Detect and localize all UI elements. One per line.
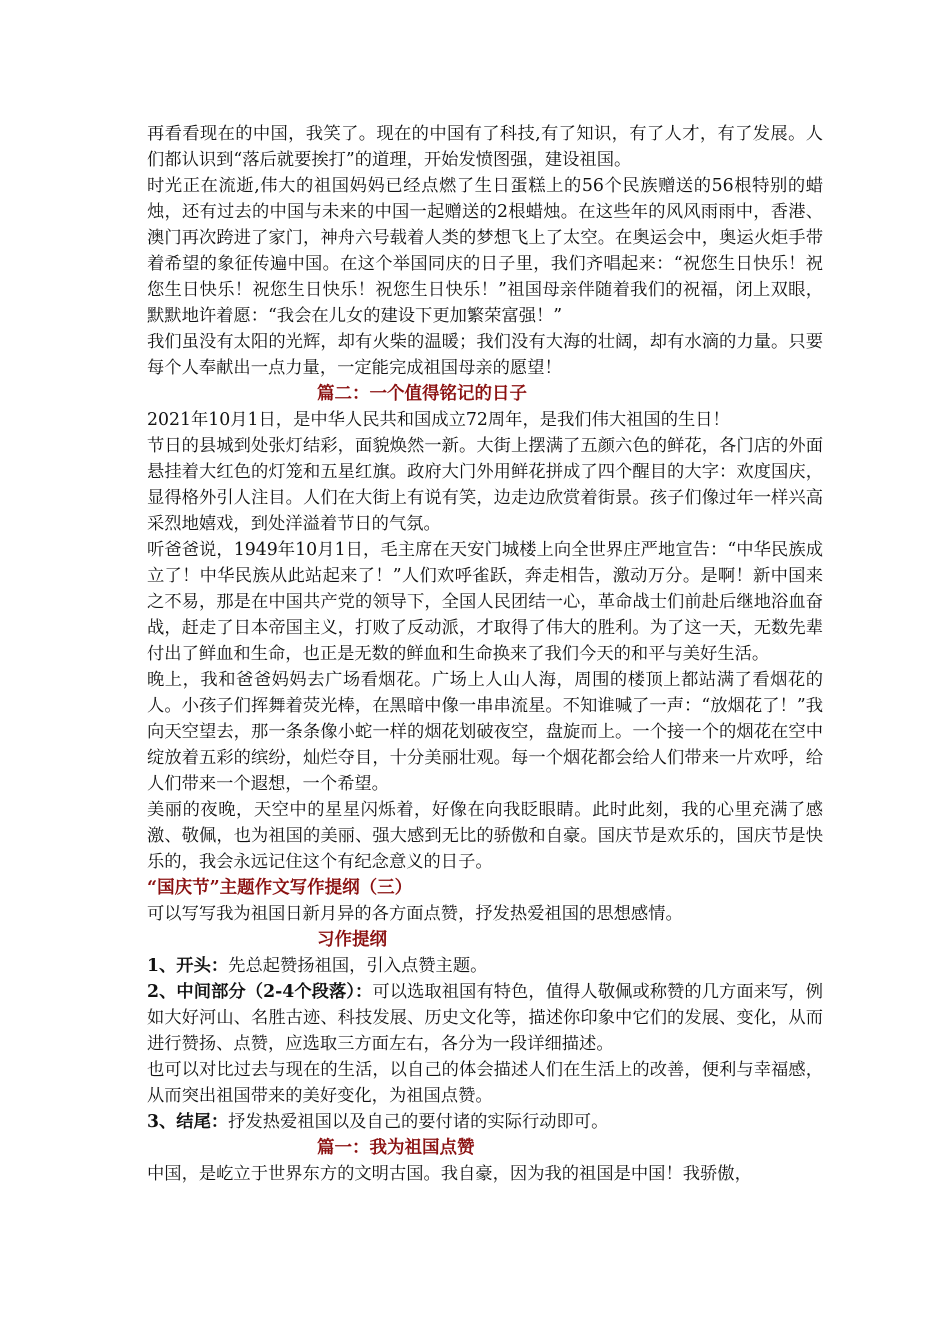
outline-item-text: 先总起赞扬祖国，引入点赞主题。: [228, 956, 488, 976]
paragraph: 我们虽没有太阳的光辉，却有火柴的温暖；我们没有大海的壮阔，却有水滴的力量。只要每个人奉献出一点力量，一定能完成祖国母亲的愿望！: [147, 332, 823, 378]
paragraph: 听爸爸说，1949年10月1日，毛主席在天安门城楼上向全世界庄严地宣告：“中华民族成立了！中华民族从此站起来了！”人们欢呼雀跃，奔走相告，激动万分。是啊！新中国来之不易，那是在中国共产党的领导下，全国人民团结一心，革命战士们前赴后继地浴血奋战，赶走了日本帝国主义，打败了反动派，才取得了伟大的胜利。为了这一天，无数先辈付出了鲜血和生命，也正是无数的鲜血和生命换来了我们今天的和平与美好生活。: [147, 540, 823, 664]
paragraph: 也可以对比过去与现在的生活，以自己的体会描述人们在生活上的改善，便利与幸福感，从而突出祖国带来的美好变化，为祖国点赞。: [147, 1060, 823, 1106]
outline-item-label: 3、结尾：: [147, 1112, 229, 1132]
paragraph: 中国，是屹立于世界东方的文明古国。我自豪，因为我的祖国是中国！我骄傲，: [147, 1164, 752, 1184]
paragraph: 时光正在流逝,伟大的祖国妈妈已经点燃了生日蛋糕上的56个民族赠送的56根特别的蜡烛，还有过去的中国与未来的中国一起赠送的2根蜡烛。在这些年的风风雨雨中，香港、澳门再次跨进了家门，神舟六号载着人类的梦想飞上了太空。在奥运会中，奥运火炬手带着希望的象征传遍中国。在这个举国同庆的日子里，我们齐唱起来：“祝您生日快乐！祝您生日快乐！祝您生日快乐！祝您生日快乐！”祖国母亲伴随着我们的祝福，闭上双眼，默默地许着愿：“我会在儿女的建设下更加繁荣富强！”: [147, 176, 823, 326]
outline-subheading: 习作提纲: [317, 930, 387, 950]
outline-item-text: 抒发热爱祖国以及自己的要付诸的实际行动即可。: [228, 1112, 609, 1132]
outline-item-label: 2、中间部分（2-4个段落）：: [147, 982, 373, 1002]
outline-item: [147, 979, 823, 1057]
paragraph: 晚上，我和爸爸妈妈去广场看烟花。广场上人山人海，周围的楼顶上都站满了看烟花的人。小孩子们挥舞着荧光棒，在黑暗中像一串串流星。不知谁喊了一声：“放烟花了！”我向天空望去，那一条条像小蛇一样的烟花划破夜空，盘旋而上。一个接一个的烟花在空中绽放着五彩的缤纷，灿烂夺目，十分美丽壮观。每一个烟花都会给人们带来一片欢呼，给人们带来一个遐想，一个希望。: [147, 670, 823, 794]
outline-item: [147, 1109, 823, 1135]
paragraph: 2021年10月1日，是中华人民共和国成立72周年，是我们伟大祖国的生日！: [147, 410, 730, 430]
paragraph: 再看看现在的中国，我笑了。现在的中国有了科技,有了知识，有了人才，有了发展。人们都认识到“落后就要挨打”的道理，开始发愤图强，建设祖国。: [147, 124, 823, 170]
outline-item-text: 可以选取祖国有特色，值得人敬佩或称赞的几方面来写，例如大好河山、名胜古迹、科技发展、历史文化等，描述你印象中它们的发展、变化，从而进行赞扬、点赞，应选取三方面左右，各分为一段详细描述。: [147, 982, 823, 1054]
section-heading: 篇一：我为祖国点赞: [317, 1138, 475, 1158]
paragraph: 节日的县城到处张灯结彩，面貌焕然一新。大街上摆满了五颜六色的鲜花，各门店的外面悬挂着大红色的灯笼和五星红旗。政府大门外用鲜花拼成了四个醒目的大字：欢度国庆，显得格外引人注目。人们在大街上有说有笑，边走边欣赏着街景。孩子们像过年一样兴高采烈地嬉戏，到处洋溢着节日的气氛。: [147, 436, 823, 534]
paragraph: 美丽的夜晚，天空中的星星闪烁着，好像在向我眨眼睛。此时此刻，我的心里充满了感激、敬佩，也为祖国的美丽、强大感到无比的骄傲和自豪。国庆节是欢乐的，国庆节是快乐的，我会永远记住这个有纪念意义的日子。: [147, 800, 823, 872]
section-heading: 篇二：一个值得铭记的日子: [317, 384, 527, 404]
outline-heading: “国庆节”主题作文写作提纲（三）: [147, 878, 413, 898]
paragraph: 可以写写我为祖国日新月异的各方面点赞，抒发热爱祖国的思想感情。: [147, 904, 683, 924]
outline-item: [147, 953, 823, 979]
outline-item-label: 1、开头：: [147, 956, 229, 976]
